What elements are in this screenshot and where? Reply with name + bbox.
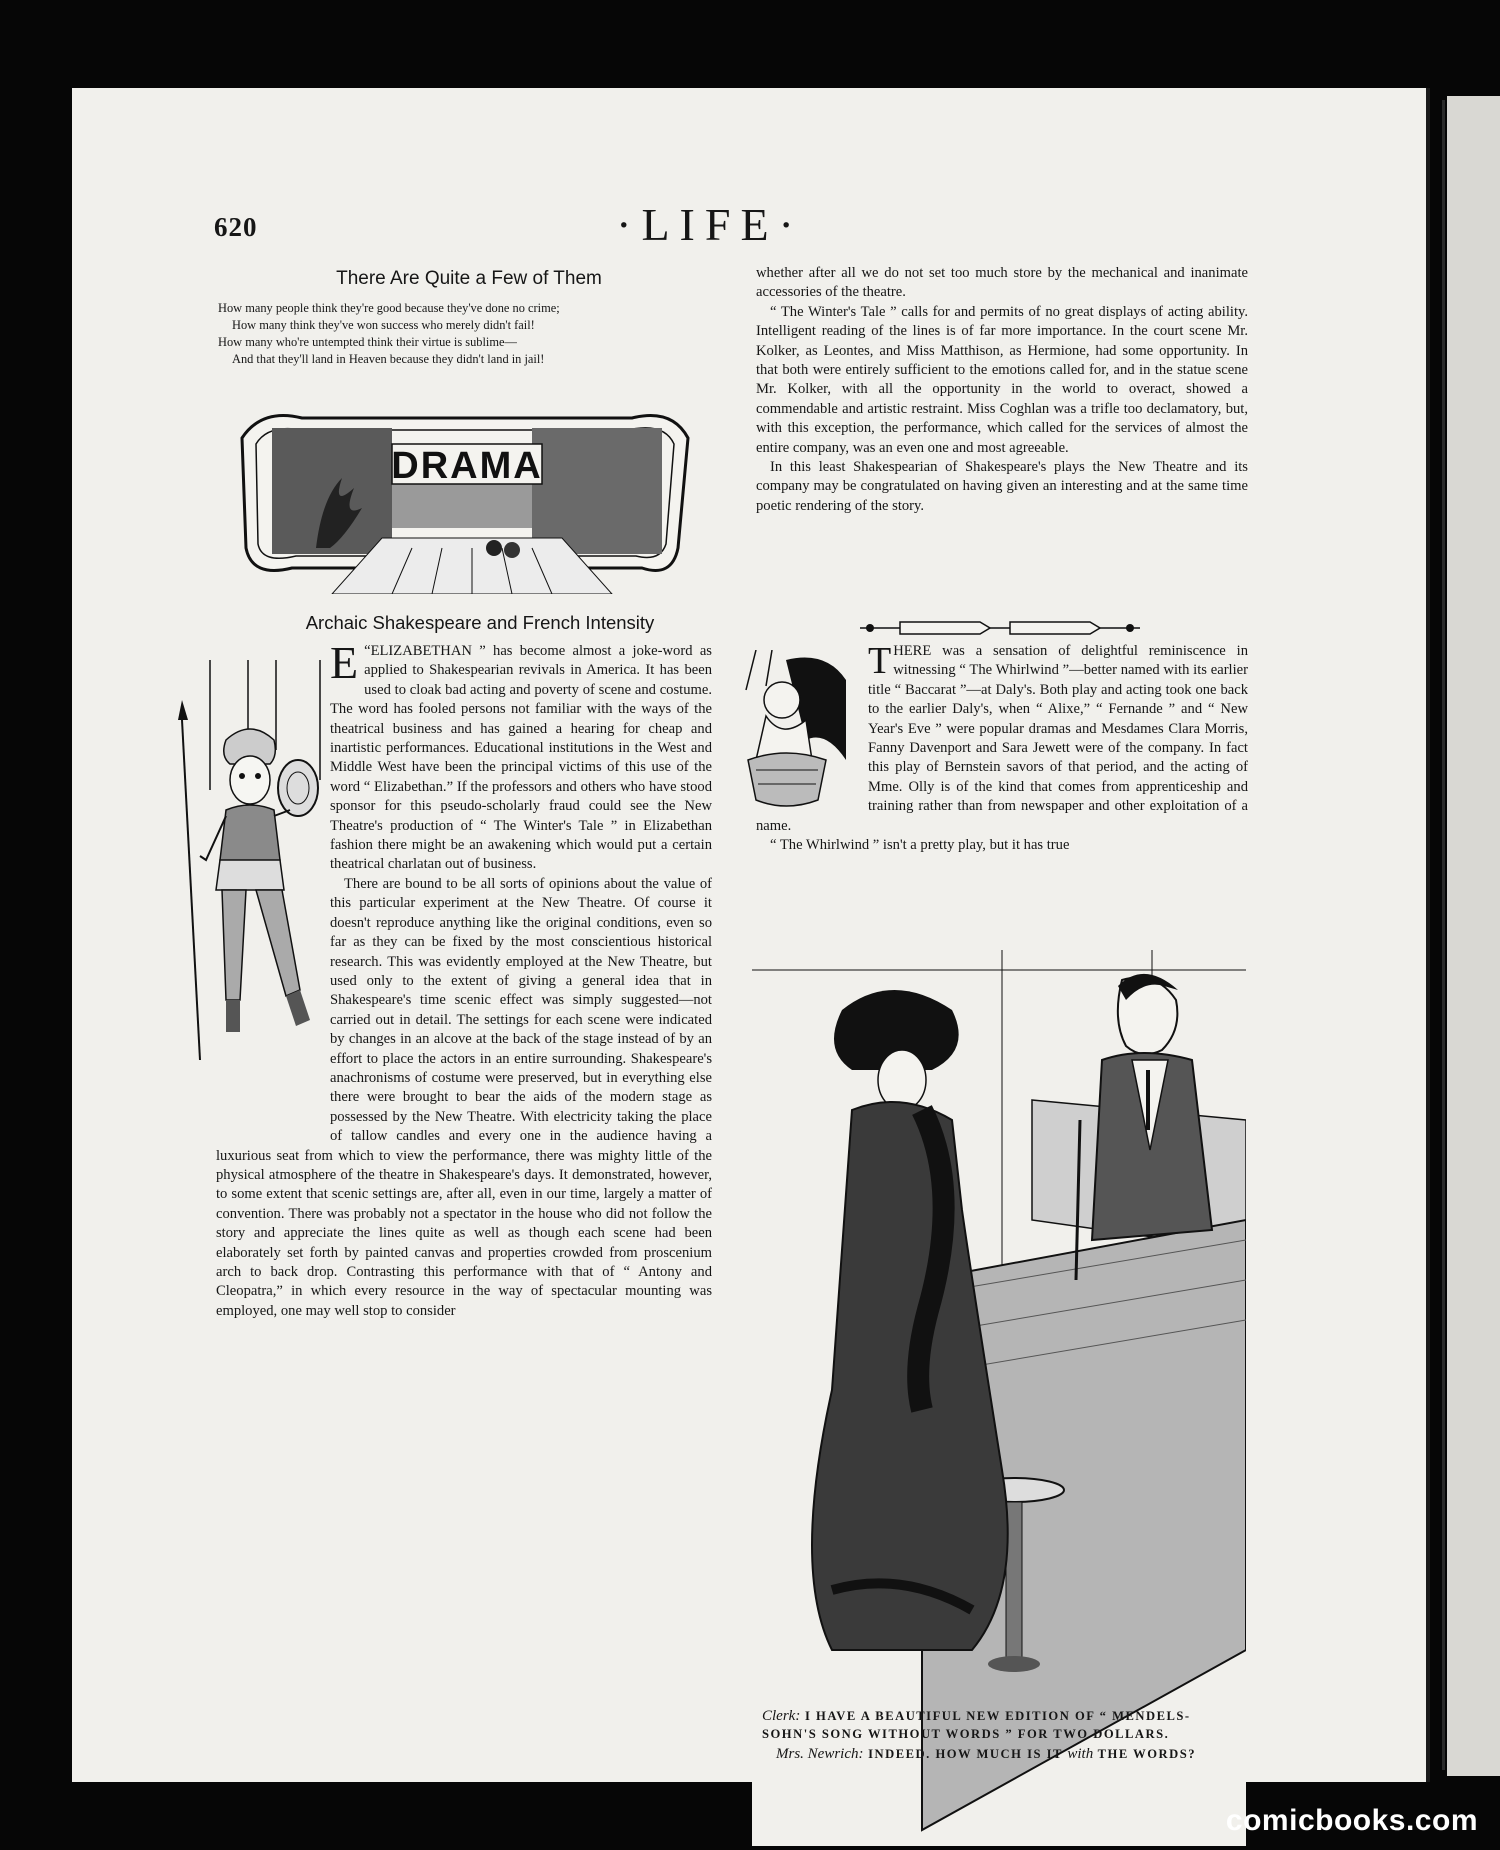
caption-text: THE WORDS? xyxy=(1097,1747,1197,1761)
right-column-lower xyxy=(756,642,1248,855)
caption-speaker: Clerk: xyxy=(762,1708,801,1724)
caption-text: INDEED. HOW MUCH IS IT xyxy=(868,1747,1063,1761)
page-gutter-line xyxy=(1442,100,1445,1770)
caption-speaker: Mrs. Newrich: xyxy=(776,1746,864,1762)
article-paragraph: “ The Winter's Tale ” calls for and permits of no great displays of acting ability. Intelligent reading of the lines is of far more importance. In the court scene Mr. Kolker, as Leontes, and Miss Matthison, as Hermione, had some opportunity. In that both were entirely sufficient to the emotions called for, and in the statue scene Mr. Kolker, with all the opportunity in the world to overact, showed a commendable and artistic restraint. Miss Coghlan was a trifle too declamatory, but, with this exception, the performance, which called for the services of almost the entire company, was an even one and most agreeable. xyxy=(756,303,1248,456)
caption-text: I HAVE A BEAUTIFUL NEW EDITION OF “ MENDELS- xyxy=(804,1709,1191,1723)
article-paragraph: “ELIZABETHAN ” has become almost a joke-word as applied to Shakespearian revivals in America. It has been used to cloak bad acting and poverty of scene and costume. The word has fooled persons not familiar with the ways of the theatrical business and has gained a hearing for cheap and inartistic performances. Educational institutions in the West and Middle West have been the principal victims of this use of the word “ Elizabethan.” If the professors and others who have stood sponsor for this pseudo-scholarly fraud could see the New Theatre's production of “ The Winter's Tale ” in Elizabethan fashion there might be an awakening which would put a certain theatrical charlatan out of business. xyxy=(330,643,712,873)
page-gutter xyxy=(1426,88,1430,1782)
right-column xyxy=(756,264,1248,516)
poem-line: And that they'll land in Heaven because they didn't land in jail! xyxy=(232,352,545,366)
ornament-divider-illustration xyxy=(860,618,1140,638)
watermark: comicbooks.com xyxy=(1225,1804,1478,1837)
poem-title: There Are Quite a Few of Them xyxy=(336,268,602,289)
caption-emphasis: with xyxy=(1067,1746,1094,1762)
caption-line-2: SOHN'S SONG WITHOUT WORDS ” FOR TWO DOLLARS. xyxy=(762,1727,1170,1741)
poem-line: How many people think they're good because they've done no crime; xyxy=(218,301,560,315)
caption-line-1 xyxy=(762,1708,1252,1725)
drama-banner-illustration xyxy=(232,398,698,594)
article-paragraph: whether after all we do not set too much store by the mechanical and inanimate accessories of the theatre. xyxy=(756,265,1248,301)
poem-line: How many who're untempted think their virtue is sublime— xyxy=(218,335,517,349)
poem-line: How many think they've won success who merely didn't fail! xyxy=(232,318,535,332)
article-paragraph: “ The Whirlwind ” isn't a pretty play, but it has true xyxy=(770,837,1070,854)
article-paragraph: In this least Shakespearian of Shakespeare's plays the New Theatre and its company may be congratulated on having given an interesting and at the same time poetic rendering of the story. xyxy=(756,459,1248,514)
left-column xyxy=(216,637,712,1752)
drop-cap: T xyxy=(868,640,892,682)
poem xyxy=(218,300,728,368)
article-title: Archaic Shakespeare and French Intensity xyxy=(305,612,655,633)
article-paragraph: There are bound to be all sorts of opinions about the value of this particular experiment at the New Theatre. Of course it doesn't reproduce anything like the original conditions, even so far as they can be fixed by the most conscientious historical research. This was evidently employed at the New Theatre, but used only to the extent of giving a general idea that in Shakespeare's time scenic effect was simply suggested—not carried out in detail. The settings for each scene were indicated by changes in an alcove at the back of the stage instead of by an effort to place the actors in an entire surrounding. Shakespeare's anachronisms of costume were preserved, but in everything else there were brought to bear the aids of the modern stage as possessed by the New Theatre. With electricity taking the place of tallow candles and every one in the audience having a luxurious seat from which to view the performance, there was mighty little of the physical atmosphere of the theatre in Shakespeare's days. It demonstrated, however, to some extent that scenic settings are, after all, even in our time, largely a matter of convention. There was probably not a spectator in the house who did not follow the story and appreciate the lines quite as well as though each scene had been elaborately set forth by painted canvas and properties crowded from proscenium arch to back drop. Contrasting this performance with that of “ Antony and Cleopatra,” in which every resource in the way of spectacular mounting was employed, one may well stop to consider xyxy=(216,875,712,1319)
drama-banner-label: DRAMA xyxy=(391,445,543,487)
article-paragraph-text: HERE was a sensation of delightful reminiscence in witnessing “ The Whirlwind ”—better named with its earlier title “ Baccarat ”—at Daly's. Both play and acting took one back to the earlier Daly's, when “ Alixe,” “ Fernande ” and “ New Year's Eve ” were popular dramas and Mesdames Clara Morris, Fanny Davenport and Sara Jewett were of the company. In fact this play of Bernstein savors of that period, and the acting of Mme. Olly is of the kind that comes from apprenticeship and training rather than from newspaper and other exploitation of a name. xyxy=(756,643,1248,834)
facing-page-edge xyxy=(1447,96,1500,1776)
float-spacer xyxy=(216,642,330,1137)
cartoon-caption-block xyxy=(762,1708,1252,1763)
page-number: 620 xyxy=(214,212,258,242)
masthead-life: ·LIFE· xyxy=(616,199,804,250)
caption-line-3 xyxy=(762,1746,1252,1763)
float-spacer xyxy=(756,642,868,812)
drop-cap: E xyxy=(330,637,359,688)
